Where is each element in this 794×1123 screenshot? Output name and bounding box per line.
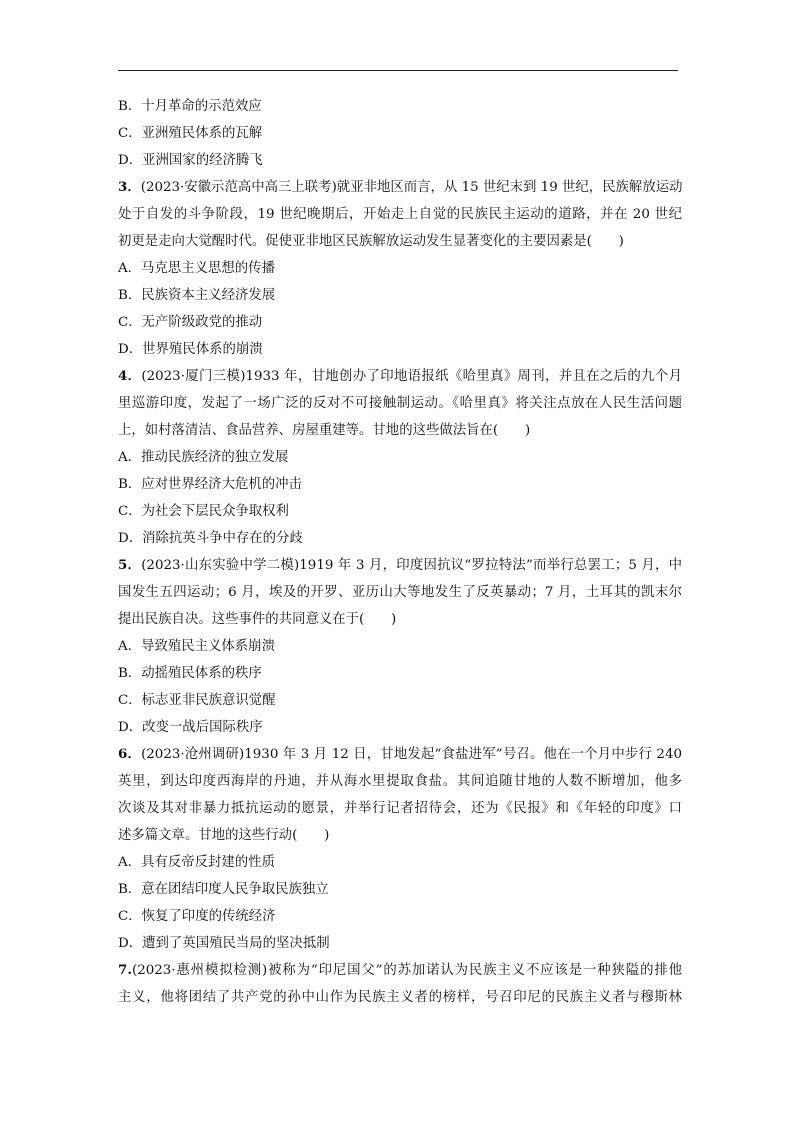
- question-6: [118, 741, 682, 957]
- question-line: 4．(2023·厦门三模)1933 年，甘地创办了印地语报纸《哈里真》周刊，并且在之后的九个月: [118, 368, 682, 384]
- header-rule: [118, 70, 678, 71]
- exam-content: [118, 93, 682, 1011]
- question-5: [118, 552, 682, 741]
- option-line: C．标志亚非民族意识觉醒: [118, 693, 276, 708]
- question-line: 初更是走向大觉醒时代。促使亚非地区民族解放运动发生显著变化的主要因素是( ): [118, 234, 624, 249]
- question-line: 7.(2023·惠州模拟检测)被称为“印尼国父”的苏加诺认为民族主义不应该是一种狭隘的排他: [118, 962, 682, 978]
- option-line: D．遭到了英国殖民当局的坚决抵制: [118, 936, 330, 951]
- option-line: B．意在团结印度人民争取民族独立: [118, 882, 329, 897]
- question-number: 5．: [118, 557, 142, 573]
- question-number: 4．: [118, 368, 142, 384]
- option-line: A．具有反帝反封建的性质: [118, 855, 275, 870]
- option-line: C．恢复了印度的传统经济: [118, 909, 276, 924]
- question-line: 次谈及其对非暴力抵抗运动的愿景，并举行记者招待会，还为《民报》和《年轻的印度》口: [118, 801, 682, 816]
- question-line: 处于自发的斗争阶段，19 世纪晚期后，开始走上自觉的民族民主运动的道路，并在 20 世纪: [118, 207, 682, 222]
- question-number: 6．: [118, 746, 142, 762]
- question-4: [118, 363, 682, 552]
- question-line: 主义，他将团结了共产党的孙中山作为民族主义者的榜样，号召印尼的民族主义者与穆斯林: [118, 990, 682, 1005]
- question-line: 里巡游印度，发起了一场广泛的反对不可接触制运动。《哈里真》将关注点放在人民生活问题: [118, 396, 682, 411]
- question-line: 国发生五四运动；6 月，埃及的开罗、亚历山大等地发生了反英暴动；7 月，土耳其的凯末尔: [118, 585, 682, 600]
- option-line: A．推动民族经济的独立发展: [118, 450, 289, 465]
- option-line: C．无产阶级政党的推动: [118, 315, 263, 330]
- option-line: D．消除抗英斗争中存在的分歧: [118, 531, 303, 546]
- question-line: 上，如村落清洁、食品营养、房屋重建等。甘地的这些做法旨在( ): [118, 423, 531, 438]
- question-7: [118, 957, 682, 1011]
- option-line: B．民族资本主义经济发展: [118, 288, 276, 303]
- question-3: [118, 174, 682, 363]
- question-number: 3．: [118, 179, 141, 195]
- option-line: A．马克思主义思想的传播: [118, 261, 275, 276]
- question-line: 5．(2023·山东实验中学二模)1919 年 3 月，印度因抗议“罗拉特法”而举行总罢工；5 月，中: [118, 557, 682, 573]
- option-line: D．改变一战后国际秩序: [118, 720, 263, 735]
- option-line: D．亚洲国家的经济腾飞: [118, 153, 263, 168]
- question-number: 7.: [118, 962, 132, 978]
- option-line: B．动摇殖民体系的秩序: [118, 666, 262, 681]
- option-line: B．十月革命的示范效应: [118, 99, 262, 114]
- question-line: 提出民族自决。这些事件的共同意义在于( ): [118, 612, 397, 627]
- option-line: A．导致殖民主义体系崩溃: [118, 639, 275, 654]
- option-line: C．为社会下层民众争取权利: [118, 504, 289, 519]
- question-line: 6．(2023·沧州调研)1930 年 3 月 12 日，甘地发起“食盐进军”号召。他在一个月中步行 240: [118, 746, 682, 762]
- question-line: 英里，到达印度西海岸的丹迪，并从海水里提取食盐。其间追随甘地的人数不断增加，他多: [118, 774, 682, 789]
- question-line: 述多篇文章。甘地的这些行动( ): [118, 828, 330, 843]
- option-line: C．亚洲殖民体系的瓦解: [118, 126, 263, 141]
- question-line: 3．(2023·安徽示范高中高三上联考)就亚非地区而言，从 15 世纪末到 19 世纪，民族解放运动: [118, 179, 683, 195]
- option-line: B．应对世界经济大危机的冲击: [118, 477, 302, 492]
- option-line: D．世界殖民体系的崩溃: [118, 342, 263, 357]
